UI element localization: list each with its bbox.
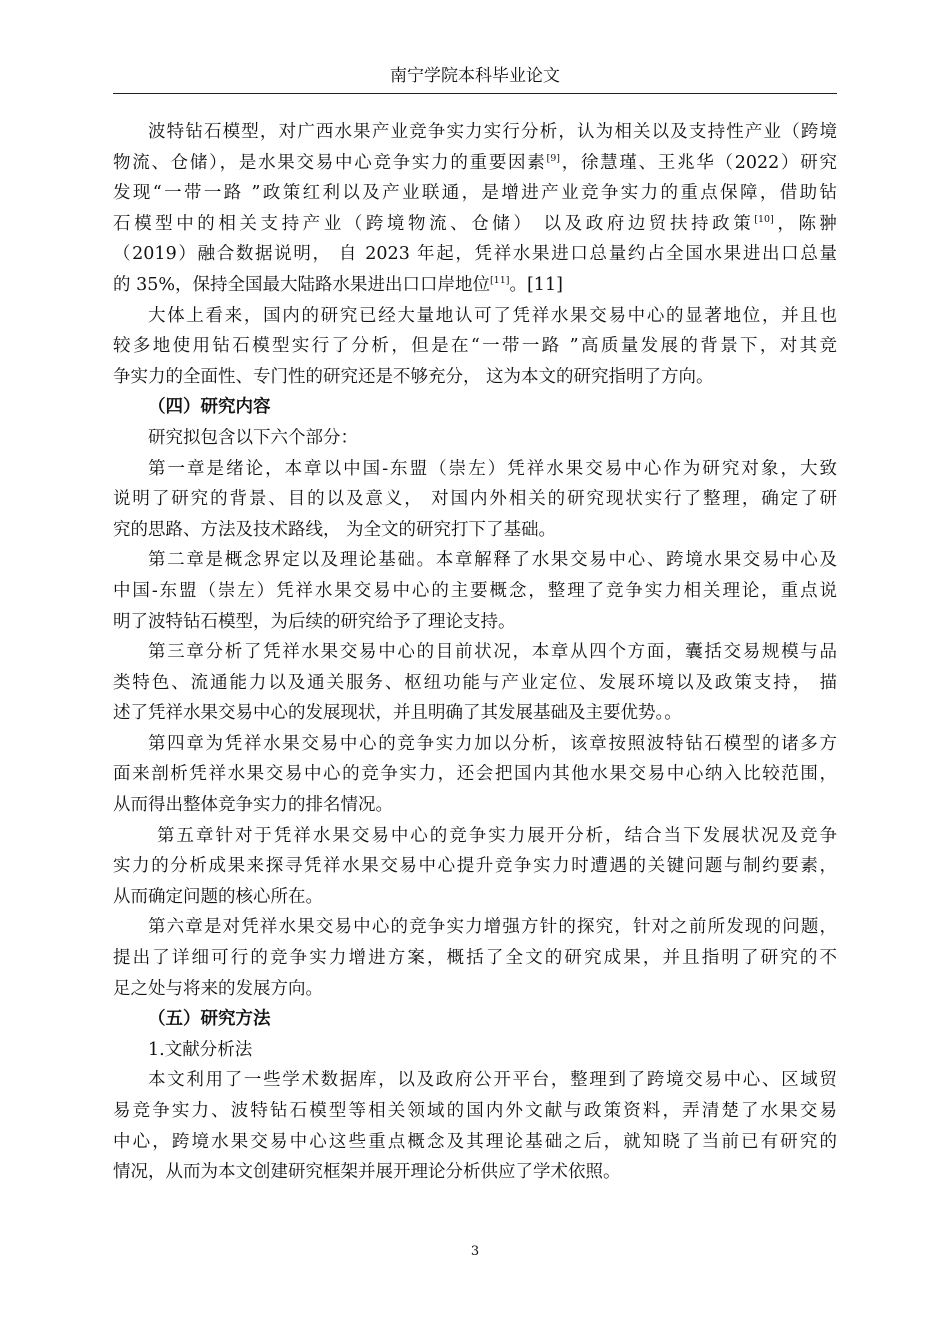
line-text: 足之处与将来的发展方向。 [113, 978, 323, 999]
text-line [113, 698, 837, 729]
line-text: 类特色、流通能力以及通关服务、枢纽功能与产业定位、发展环境以及政策支持， 描 [113, 672, 837, 693]
document-body [113, 117, 837, 1188]
line-text: 争实力的全面性、专门性的研究还是不够充分， 这为本文的研究指明了方向。 [113, 366, 714, 387]
line-text: 的 35%，保持全国最大陆路水果进出口口岸地位 [113, 274, 490, 295]
line-text: 大体上看来，国内的研究已经大量地认可了凭祥水果交易中心的显著地位，并且也 [148, 305, 837, 326]
page-number: 3 [470, 1244, 480, 1259]
line-text: 1.文献分析法 [148, 1039, 253, 1060]
line-text: 述了凭祥水果交易中心的发展现状，并且明确了其发展基础及主要优势。。 [113, 703, 682, 724]
text-line [113, 484, 837, 515]
text-line [113, 1096, 837, 1127]
text-line [113, 117, 837, 148]
paragraph [113, 1065, 837, 1187]
line-text: 中心，跨境水果交易中心这些重点概念及其理论基础之后，就知晓了当前已有研究的 [113, 1131, 837, 1152]
paragraph [113, 454, 837, 546]
line-text: 情况，从而为本文创建研究框架并展开理论分析供应了学术依照。 [113, 1162, 621, 1183]
line-text: 中国-东盟（崇左）凭祥水果交易中心的主要概念，整理了竞争实力相关理论，重点说 [113, 580, 837, 601]
line-text: 明了波特钻石模型，为后续的研究给予了理论支持。 [113, 611, 516, 632]
paragraph [113, 729, 837, 821]
text-line [113, 423, 837, 454]
line-text: 第四章为凭祥水果交易中心的竞争实力加以分析，该章按照波特钻石模型的诸多方 [148, 733, 837, 754]
citation-superscript: [11] [489, 274, 510, 286]
text-line [113, 1035, 837, 1066]
text-line [113, 545, 837, 576]
text-line [113, 851, 837, 882]
text-line [113, 301, 837, 332]
line-text: 波特钻石模型，对广西水果产业竞争实力实行分析，认为相关以及支持性产业（跨境 [148, 122, 837, 142]
text-line [113, 1157, 837, 1188]
line-text: 第五章针对于凭祥水果交易中心的竞争实力展开分析，结合当下发展状况及竞争 [157, 825, 837, 846]
paragraph [113, 423, 837, 454]
text-line [113, 882, 837, 913]
text-line [113, 515, 837, 546]
line-text-tail: ，陈翀 [773, 213, 838, 234]
line-text-tail: ，徐慧瑾、王兆华（2022）研究 [559, 152, 837, 173]
line-text: 从而确定问题的核心所在。 [113, 886, 323, 907]
line-text: 第一章是绪论，本章以中国-东盟（崇左）凭祥水果交易中心作为研究对象，大致 [148, 458, 837, 479]
line-text: 提出了详细可行的竞争实力增进方案，概括了全文的研究成果，并且指明了研究的不 [113, 948, 837, 969]
paragraph [113, 1035, 837, 1066]
text-line [113, 974, 837, 1005]
page-header-title: 南宁学院本科毕业论文 [390, 66, 560, 86]
section-heading [113, 1004, 837, 1035]
text-line [113, 392, 837, 423]
header-divider [113, 93, 837, 94]
line-text: 石模型中的相关支持产业（跨境物流、仓储） 以及政府边贸扶持政策 [113, 213, 755, 234]
text-line [113, 362, 837, 393]
text-line [113, 790, 837, 821]
line-text: 究的思路、方法及技术路线， 为全文的研究打下了基础。 [113, 519, 557, 540]
text-line [113, 759, 837, 790]
text-line [113, 239, 837, 270]
text-line [113, 454, 837, 485]
line-text: 第二章是概念界定以及理论基础。本章解释了水果交易中心、跨境水果交易中心及 [148, 550, 837, 571]
line-text: 第三章分析了凭祥水果交易中心的目前状况，本章从四个方面，囊括交易规模与品 [148, 642, 837, 663]
text-line [113, 148, 837, 179]
line-text: 说明了研究的背景、目的以及意义， 对国内外相关的研究现状实行了整理，确定了研 [113, 489, 837, 510]
paragraph [113, 545, 837, 637]
line-text: 第六章是对凭祥水果交易中心的竞争实力增强方针的探究，针对之前所发现的问题， [148, 917, 837, 938]
text-line [113, 729, 837, 760]
line-text: （五）研究方法 [148, 1009, 271, 1030]
line-text: 发现“一带一路 ”政策红利以及产业联通，是增进产业竞争实力的重点保障，借助钻 [113, 183, 837, 204]
paragraph [113, 117, 837, 301]
text-line [113, 576, 837, 607]
line-text: 较多地使用钻石模型实行了分析，但是在“一带一路 ”高质量发展的背景下，对其竞 [113, 336, 837, 357]
text-line [113, 331, 837, 362]
text-line [113, 209, 837, 240]
paragraph [113, 821, 837, 913]
paragraph [113, 637, 837, 729]
text-line [113, 637, 837, 668]
section-heading [113, 392, 837, 423]
text-line [113, 270, 837, 301]
paragraph [113, 301, 837, 393]
text-line [113, 1065, 837, 1096]
line-text: 本文利用了一些学术数据库，以及政府公开平台，整理到了跨境交易中心、区域贸 [148, 1070, 837, 1091]
line-text: 研究拟包含以下六个部分： [148, 427, 358, 448]
text-line [113, 943, 837, 974]
line-text: （四）研究内容 [148, 397, 271, 418]
text-line [113, 912, 837, 943]
line-text: 实力的分析成果来探寻凭祥水果交易中心提升竞争实力时遭遇的关键问题与制约要素， [113, 856, 837, 877]
text-line [113, 178, 837, 209]
line-text: 从而得出整体竞争实力的排名情况。 [113, 795, 393, 816]
line-text: 面来剖析凭祥水果交易中心的竞争实力，还会把国内其他水果交易中心纳入比较范围， [113, 764, 837, 785]
citation-superscript: [9] [546, 152, 560, 164]
line-text: 物流、仓储），是水果交易中心竞争实力的重要因素 [113, 152, 547, 173]
line-text: （2019）融合数据说明， 自 2023 年起，凭祥水果进口总量约占全国水果进出口总量 [113, 244, 837, 265]
line-text-tail: 。[11] [509, 274, 563, 295]
citation-superscript: [10] [754, 213, 774, 225]
text-line [113, 1004, 837, 1035]
line-text: 易竞争实力、波特钻石模型等相关领域的国内外文献与政策资料，弄清楚了水果交易 [113, 1101, 837, 1121]
text-line [113, 1127, 837, 1158]
text-line [113, 668, 837, 699]
paragraph [113, 912, 837, 1004]
text-line [113, 607, 837, 638]
text-line [113, 821, 837, 852]
